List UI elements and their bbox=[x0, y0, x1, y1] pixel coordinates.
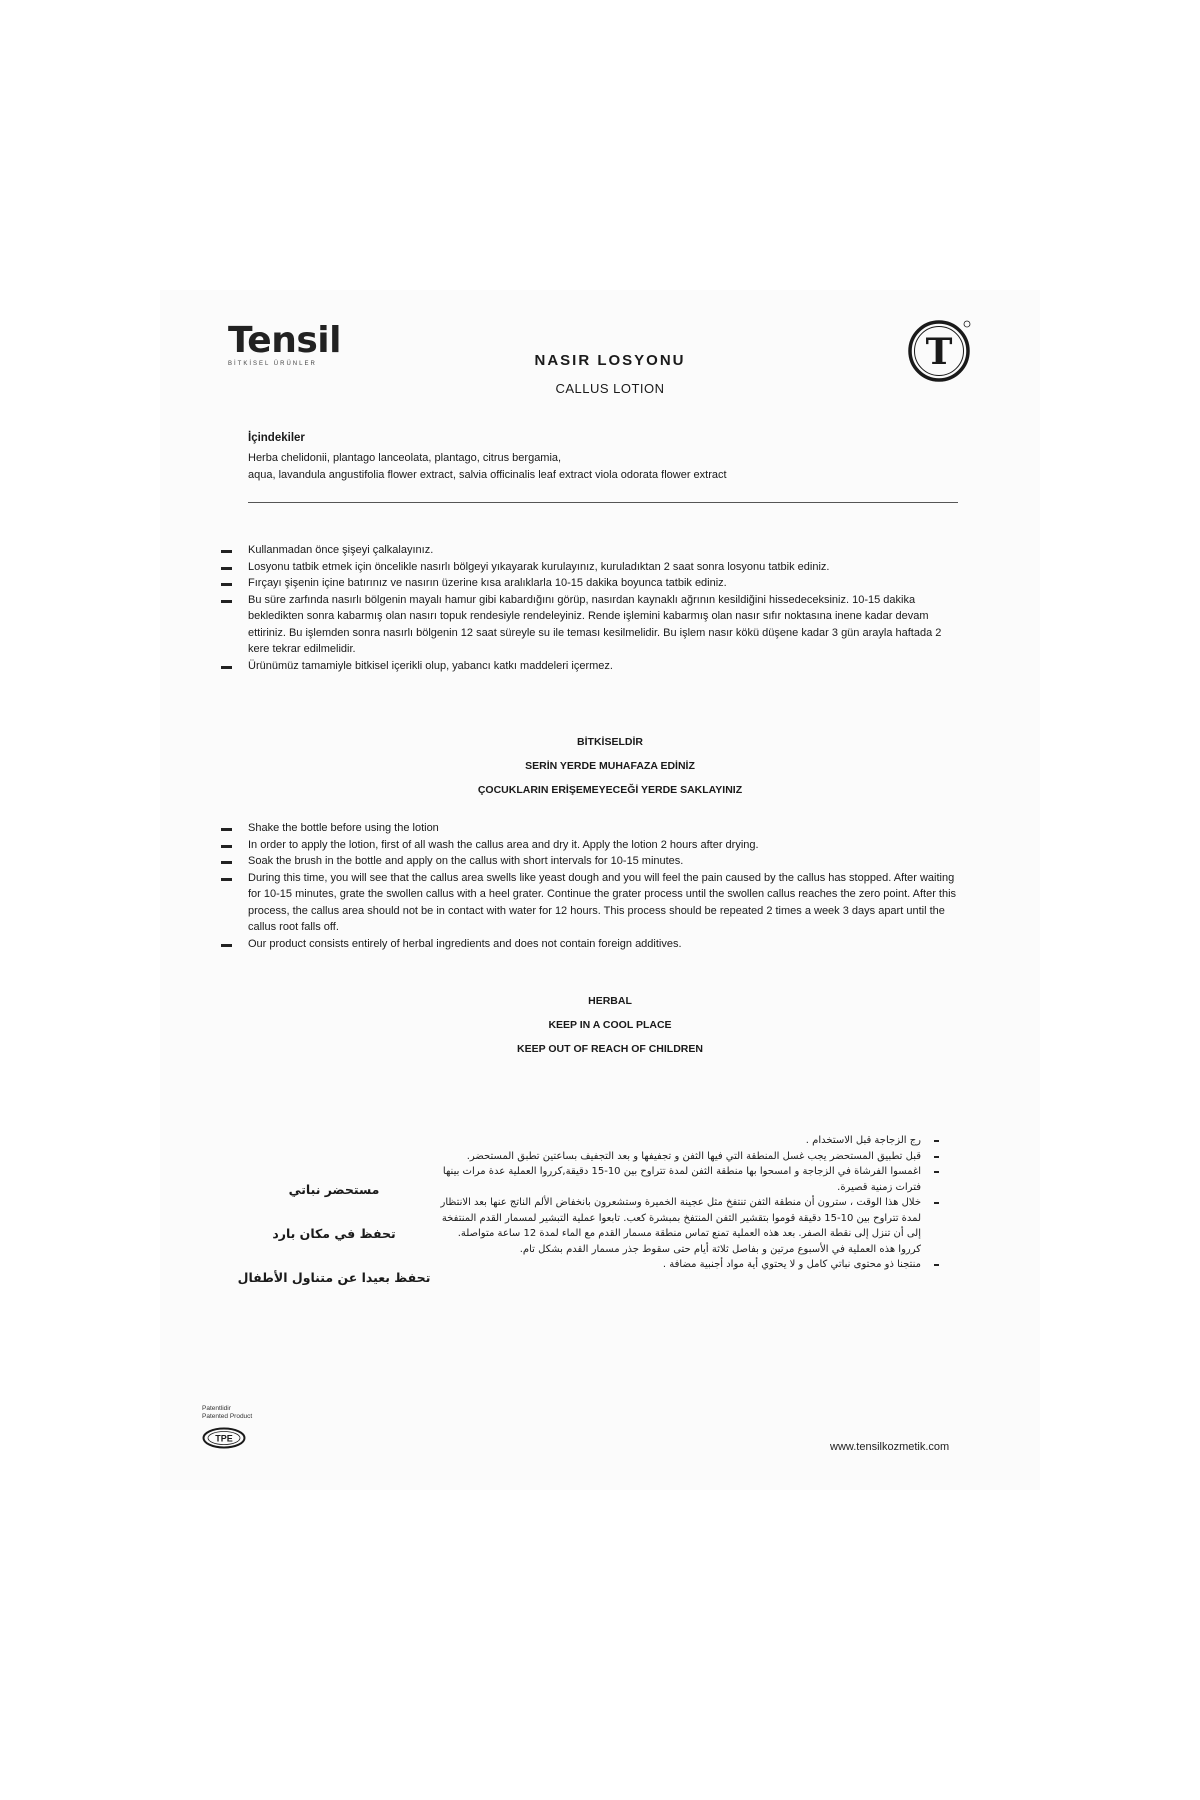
patent-line: Patented Product bbox=[202, 1413, 253, 1420]
instruction-text: Soak the brush in the bottle and apply on the callus with short intervals for 10-15 minutes. bbox=[248, 855, 684, 867]
warning-line: تحفظ في مكان بارد bbox=[272, 1226, 396, 1241]
ingredients-line: aqua, lavandula angustifolia flower extract, salvia officinalis leaf extract viola odorata flower extract bbox=[248, 469, 727, 481]
instruction-item bbox=[436, 1164, 941, 1195]
patent-mark bbox=[202, 1405, 252, 1454]
product-title-block bbox=[0, 352, 1200, 396]
instruction-item bbox=[248, 542, 960, 559]
bullet-dash-icon bbox=[934, 1156, 939, 1158]
instruction-item bbox=[248, 870, 960, 936]
warnings-english bbox=[0, 989, 1200, 1061]
patent-seal-text: TPE bbox=[215, 1433, 233, 1444]
instruction-text: During this time, you will see that the callus area swells like yeast dough and you will feel the pain caused by the callus has stopped. After waiting for 10-15 minutes, grate the swollen callus with a heel grater. Continue the grater process until the swollen callus reaches the zero point. After this process, the callus area should not be in contact with water for 12 hours. This process should be repeated 2 times a week 3 days apart until the callus root falls off. bbox=[248, 871, 957, 933]
instruction-text: Losyonu tatbik etmek için öncelikle nasırlı bölgeyi yıkayarak kurulayınız, kuruladıktan 2 saat sonra losyonu tatbik ediniz. bbox=[248, 560, 830, 573]
instruction-text: اغمسوا الفرشاة في الزجاجة و امسحوا بها منطقة الثفن لمدة تتراوح بين 10-15 دقيقة,كرروا العملية عدة مرات بينها فترات زمنية قصيرة. bbox=[442, 1166, 921, 1193]
instruction-text: منتجنا ذو محتوى نباتي كامل و لا يحتوي أية مواد أجنبية مضافة . bbox=[662, 1259, 921, 1270]
instruction-item bbox=[436, 1257, 941, 1273]
instruction-item bbox=[248, 853, 960, 870]
bullet-dash-icon bbox=[221, 550, 232, 553]
bullet-dash-icon bbox=[934, 1140, 939, 1142]
ingredients-heading: İçindekiler bbox=[248, 432, 305, 444]
patent-seal-icon bbox=[202, 1427, 246, 1449]
bullet-dash-icon bbox=[221, 845, 232, 848]
warning-line: مستحضر نباتي bbox=[288, 1182, 380, 1197]
instruction-text: Ürünümüz tamamiyle bitkisel içerikli olup, yabancı katkı maddeleri içermez. bbox=[248, 659, 613, 672]
instruction-text: Bu süre zarfında nasırlı bölgenin mayalı hamur gibi kabardığını görüp, nasırdan kaynaklı ağrının kesildiğini hissedeceksiniz. 10-15 dakika bekledikten sonra kabarmış olan nasırı topuk rendesiyle rendeleyiniz. Rende işlemini kabarmış olan nasır sıfır noktasına inene kadar devam ettiriniz. Bu işlemden sonra nasırlı bölgenin 12 saat süreyle su ile teması kesilmelidir. Bu işlem nasır kökü düşene kadar 3 gün arayla haftada 2 kere tekrar edilmelidir. bbox=[248, 593, 942, 655]
bullet-dash-icon bbox=[221, 828, 232, 831]
bullet-dash-icon bbox=[934, 1202, 939, 1204]
t-emblem-letter: T bbox=[925, 331, 953, 373]
bullet-dash-icon bbox=[221, 583, 232, 586]
instructions-arabic bbox=[436, 1133, 941, 1273]
instruction-item bbox=[248, 820, 960, 837]
instruction-text: قبل تطبيق المستحضر يجب غسل المنطقة التي فيها الثفن و تجفيفها و بعد التجفيف بساعتين تطبق المستحضر. bbox=[466, 1150, 921, 1162]
instruction-item bbox=[248, 936, 960, 953]
product-title: NASIR LOSYONU bbox=[534, 352, 686, 369]
instruction-text: Fırçayı şişenin içine batırınız ve nasırın üzerine kısa aralıklarla 10-15 dakika boyunca tatbik ediniz. bbox=[248, 577, 727, 589]
instruction-item bbox=[436, 1195, 941, 1257]
warnings-turkish bbox=[0, 730, 1200, 802]
warning-line: SERİN YERDE MUHAFAZA EDİNİZ bbox=[525, 760, 695, 772]
instruction-item bbox=[248, 592, 960, 658]
bullet-dash-icon bbox=[221, 666, 232, 669]
instruction-text: In order to apply the lotion, first of all wash the callus area and dry it. Apply the lotion 2 hours after drying. bbox=[248, 838, 759, 851]
instruction-item bbox=[248, 837, 960, 854]
divider bbox=[248, 502, 958, 503]
warning-line: BİTKİSELDİR bbox=[577, 736, 643, 748]
patent-line: Patentlidir bbox=[202, 1405, 231, 1412]
brand-name: Tensil bbox=[228, 320, 341, 361]
instruction-text: Shake the bottle before using the lotion bbox=[248, 822, 439, 834]
bullet-dash-icon bbox=[221, 944, 232, 947]
bullet-dash-icon bbox=[221, 861, 232, 864]
instruction-text: رج الزجاجة قبل الاستخدام . bbox=[805, 1135, 921, 1146]
bullet-dash-icon bbox=[934, 1171, 939, 1173]
bullet-dash-icon bbox=[934, 1264, 939, 1266]
instruction-item bbox=[248, 575, 960, 592]
t-emblem-icon bbox=[908, 318, 972, 382]
brand-tagline: BİTKİSEL ÜRÜNLER bbox=[228, 361, 317, 367]
ingredients-section bbox=[248, 432, 988, 484]
instruction-text: Our product consists entirely of herbal ingredients and does not contain foreign additives. bbox=[248, 937, 682, 950]
website-url: www.tensilkozmetik.com bbox=[830, 1441, 950, 1453]
instruction-item bbox=[436, 1149, 941, 1165]
warning-line: KEEP OUT OF REACH OF CHILDREN bbox=[517, 1043, 703, 1055]
instruction-item bbox=[248, 658, 960, 675]
instruction-item bbox=[436, 1133, 941, 1149]
instructions-turkish bbox=[248, 542, 960, 674]
warning-line: HERBAL bbox=[588, 995, 632, 1007]
instruction-text: Kullanmadan önce şişeyi çalkalayınız. bbox=[248, 544, 434, 556]
warning-line: تحفظ بعيدا عن متناول الأطفال bbox=[237, 1270, 431, 1285]
bullet-dash-icon bbox=[221, 878, 232, 881]
warnings-arabic bbox=[214, 1168, 454, 1300]
warning-line: KEEP IN A COOL PLACE bbox=[548, 1019, 672, 1031]
bullet-dash-icon bbox=[221, 600, 232, 603]
instructions-english bbox=[248, 820, 960, 952]
instruction-item bbox=[248, 559, 960, 576]
bullet-dash-icon bbox=[221, 567, 232, 570]
ingredients-line: Herba chelidonii, plantago lanceolata, plantago, citrus bergamia, bbox=[248, 452, 562, 464]
product-subtitle: CALLUS LOTION bbox=[555, 381, 665, 396]
instruction-text: خلال هذا الوقت ، سترون أن منطقة الثفن تنتفخ مثل عجينة الخميرة وستشعرون بانخفاض الألم الناتج عنها بعد الانتظار لمدة تتراوح بين 10-15 دقيقة قوموا بتقشير الثفن المنتفخ بمبشرة كعب. تابعوا عملية التبشير لمسمار القدم المنتفخة إلى أن تنزل إلى نقطة الصفر. بعد هذه العملية تمنع تماس منطقة مسمار القدم مع الماء لمدة 12 ساعة متواصلة. كرروا هذه العملية في الأسبوع مرتين و بفاصل ثلاثة أيام حتى سقوط جذر مسمار القدم بشكل تام. bbox=[440, 1197, 921, 1255]
warning-line: ÇOCUKLARIN ERİŞEMEYECEĞİ YERDE SAKLAYINIZ bbox=[477, 784, 743, 796]
